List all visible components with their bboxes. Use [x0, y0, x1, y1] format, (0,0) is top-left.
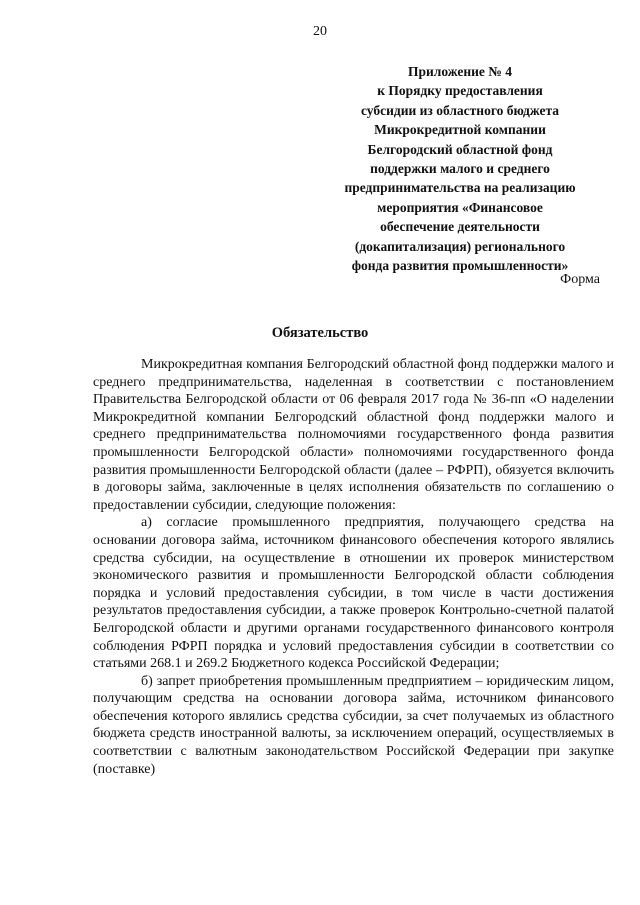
paragraph-item-a: а) согласие промышленного предприятия, получающего средства на основании договора займа, источником финансового обеспечения которого являлись средства субсидии, на осуществление в отношении их проверок министерством экономического развития и промышленности Белгородской области соблюдения порядка и условий предоставления субсидии, в том числе в части достижения результатов предоставления субсидии, а также проверок Контрольно-счетной палатой Белгородской области и другими органами государственного финансового контроля соблюдения РФРП порядка и условий предоставления субсидии в соответствии со статьями 268.1 и 269.2 Бюджетного кодекса Российской Федерации; — [93, 515, 614, 672]
page-number: 20 — [313, 24, 327, 39]
appendix-line: обеспечение деятельности — [380, 219, 540, 235]
appendix-line: предпринимательства на реализацию — [344, 180, 576, 196]
appendix-line: поддержки малого и среднего — [370, 161, 550, 177]
form-label: Форма — [560, 272, 600, 287]
appendix-line: Приложение № 4 — [408, 64, 512, 79]
paragraph-intro: Микрокредитная компания Белгородский областной фонд поддержки малого и среднего предпринимательства, наделенная в соответствии с постановлением Правительства Белгородской области от 06 февраля 2017 года № 36-пп «О наделении Микрокредитной компании Белгородский областной фонд поддержки малого и среднего предпринимательства полномочиями государственного фонда развития промышленности Белгородской области» полномочиями государственного фонда развития промышленности Белгородской области (далее – РФРП), обязуется включить в договоры займа, заключенные в целях исполнения обязательств по соглашению о предоставлении субсидии, следующие положения: — [93, 357, 614, 513]
document-body — [93, 356, 614, 778]
appendix-line: (докапитализация) регионального — [354, 238, 566, 254]
appendix-header — [320, 62, 600, 275]
document-title: Обязательство — [271, 325, 369, 341]
appendix-line: к Порядку предоставления — [377, 83, 543, 99]
appendix-line: Белгородский областной фонд — [367, 141, 553, 157]
paragraph-item-b: б) запрет приобретения промышленным предприятием – юридическим лицом, получающим средства на основании договора займа, источником финансового обеспечения которого являлись средства субсидии, за счет получаемых из областного бюджета средств иностранной валюты, за исключением операций, осуществляемых в соответствии с валютным законодательством Российской Федерации при закупке (поставке) — [93, 673, 614, 777]
appendix-line: субсидии из областного бюджета — [360, 102, 560, 118]
appendix-line: фонда развития промышленности» — [351, 258, 569, 274]
appendix-line: Микрокредитной компании — [374, 122, 546, 138]
appendix-line: мероприятия «Финансовое — [377, 199, 543, 215]
